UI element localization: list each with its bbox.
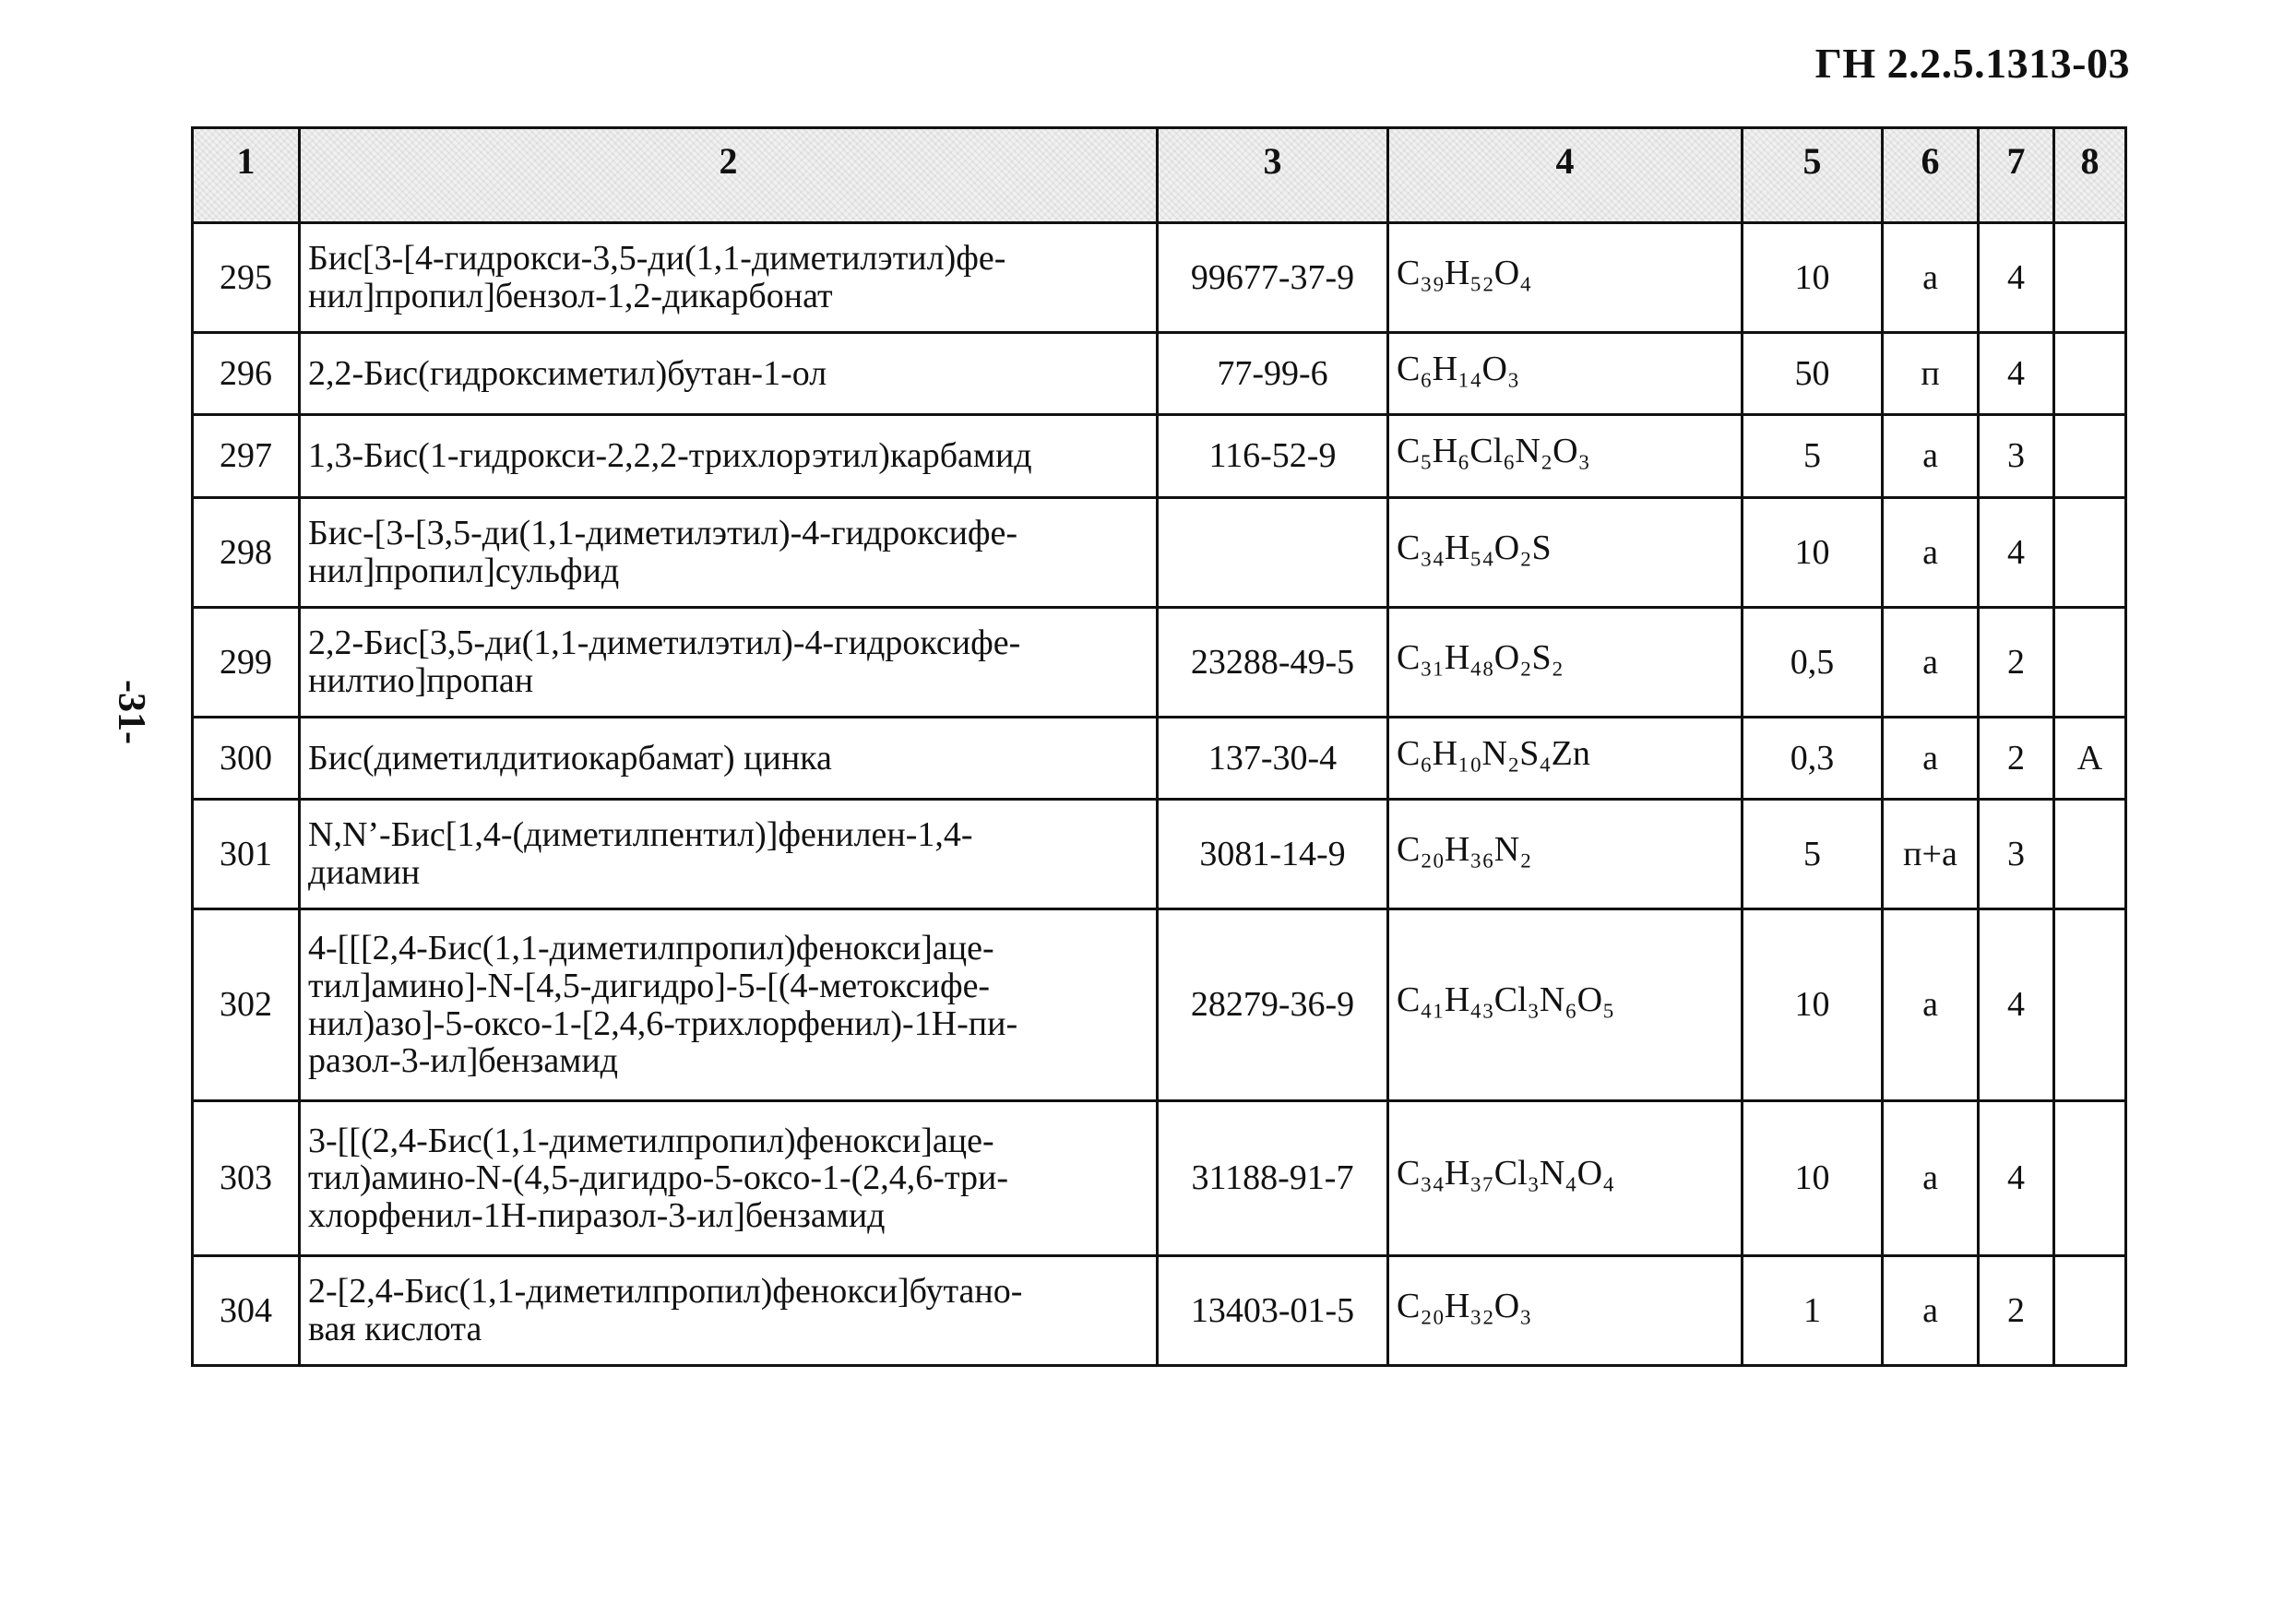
- aggregate-state-cell: а: [1883, 498, 1979, 608]
- formula-text: C₃₄H₃₇Cl₃N₄O₄: [1397, 1154, 1615, 1193]
- hazard-class-cell: 2: [1979, 608, 2054, 718]
- substance-name-cell: [300, 223, 1158, 333]
- note-cell: [2054, 415, 2126, 498]
- note-cell: [2054, 909, 2126, 1101]
- formula-cell: [1388, 1256, 1743, 1366]
- formula-text: C₃₄H₅₄O₂S: [1397, 528, 1552, 567]
- substance-name-line: 2-[2,4-Бис(1,1-диметилпропил)фенокси]бутано-: [308, 1272, 1023, 1312]
- page-number-text: -31-: [110, 680, 152, 744]
- formula-text: C₃₁H₄₈O₂S₂: [1397, 637, 1564, 677]
- substance-name-line: нил]пропил]бензол-1,2-дикарбонат: [308, 277, 833, 315]
- table-row: [193, 608, 2126, 718]
- row-number-cell: 296: [193, 333, 300, 415]
- cas-number-cell: 137-30-4: [1158, 718, 1388, 800]
- row-number-cell: 303: [193, 1101, 300, 1256]
- row-number-cell: 304: [193, 1256, 300, 1366]
- header-cell-8: 8: [2054, 128, 2126, 223]
- aggregate-state-cell: а: [1883, 608, 1979, 718]
- table-row: [193, 909, 2126, 1101]
- note-cell: [2054, 223, 2126, 333]
- formula-cell: [1388, 1101, 1743, 1256]
- limit-value-cell: 10: [1743, 498, 1883, 608]
- hazard-class-cell: 4: [1979, 909, 2054, 1101]
- document-code: ГН 2.2.5.1313-03: [1814, 40, 2130, 87]
- substance-name-line: 1,3-Бис(1-гидрокси-2,2,2-трихлорэтил)карбамид: [308, 436, 1032, 476]
- table-row: [193, 718, 2126, 800]
- aggregate-state-cell: а: [1883, 415, 1979, 498]
- hazard-class-cell: 3: [1979, 415, 2054, 498]
- formula-cell: [1388, 800, 1743, 909]
- hazard-class-cell: 4: [1979, 223, 2054, 333]
- table-body: [193, 223, 2126, 1366]
- substance-name-line: N,N’-Бис[1,4-(диметилпентил)]фенилен-1,4-: [308, 815, 973, 855]
- note-cell: [2054, 498, 2126, 608]
- substance-name-cell: [300, 1256, 1158, 1366]
- header-cell-1: 1: [193, 128, 300, 223]
- table-row: [193, 333, 2126, 415]
- substance-name-line: Бис(диметилдитиокарбамат) цинка: [308, 738, 832, 778]
- substance-name-line: нилтио]пропан: [308, 661, 534, 700]
- note-cell: [2054, 1101, 2126, 1256]
- aggregate-state-cell: а: [1883, 1256, 1979, 1366]
- substance-name-line: тил]амино]-N-[4,5-дигидро]-5-[(4-метоксифе-: [308, 966, 991, 1005]
- formula-text: C₄₁H₄₃Cl₃N₆O₅: [1397, 980, 1615, 1020]
- hazard-class-cell: 4: [1979, 333, 2054, 415]
- formula-text: C₆H₁₀N₂S₄Zn: [1397, 733, 1590, 773]
- substance-name-line: Бис[3-[4-гидрокси-3,5-ди(1,1-диметилэтил)фе-: [308, 239, 1006, 279]
- limit-value-cell: 10: [1743, 223, 1883, 333]
- substance-name-line: тил)амино-N-(4,5-дигидро-5-оксо-1-(2,4,6-три-: [308, 1158, 1008, 1198]
- header-cell-7: 7: [1979, 128, 2054, 223]
- cas-number-cell: [1158, 498, 1388, 608]
- substance-name-line: диамин: [308, 853, 421, 892]
- cas-number-cell: 116-52-9: [1158, 415, 1388, 498]
- substance-name-cell: [300, 1101, 1158, 1256]
- cas-number-cell: 77-99-6: [1158, 333, 1388, 415]
- row-number-cell: 302: [193, 909, 300, 1101]
- aggregate-state-cell: а: [1883, 909, 1979, 1101]
- substance-name-cell: [300, 608, 1158, 718]
- limit-value-cell: 0,5: [1743, 608, 1883, 718]
- cas-number-cell: 31188-91-7: [1158, 1101, 1388, 1256]
- substance-name-line: 4-[[[2,4-Бис(1,1-диметилпропил)фенокси]аце-: [308, 929, 994, 968]
- substance-name-cell: [300, 415, 1158, 498]
- table-row: [193, 498, 2126, 608]
- substance-name-cell: [300, 333, 1158, 415]
- cas-number-cell: 99677-37-9: [1158, 223, 1388, 333]
- formula-text: C₆H₁₄O₃: [1397, 349, 1520, 388]
- table-row: [193, 223, 2126, 333]
- note-cell: А: [2054, 718, 2126, 800]
- formula-text: C₂₀H₃₆N₂: [1397, 829, 1532, 869]
- hazard-class-cell: 4: [1979, 1101, 2054, 1256]
- limit-value-cell: 5: [1743, 800, 1883, 909]
- formula-text: C₅H₆Cl₆N₂O₃: [1397, 432, 1590, 471]
- formula-text: C₃₉H₅₂O₄: [1397, 253, 1532, 292]
- hazard-class-cell: 4: [1979, 498, 2054, 608]
- substance-name-line: вая кислота: [308, 1310, 482, 1348]
- formula-cell: [1388, 909, 1743, 1101]
- header-cell-2: 2: [300, 128, 1158, 223]
- cas-number-cell: 13403-01-5: [1158, 1256, 1388, 1366]
- aggregate-state-cell: п+а: [1883, 800, 1979, 909]
- substance-name-cell: [300, 909, 1158, 1101]
- cas-number-cell: 3081-14-9: [1158, 800, 1388, 909]
- header-cell-5: 5: [1743, 128, 1883, 223]
- substance-name-line: нил]пропил]сульфид: [308, 552, 620, 590]
- formula-cell: [1388, 608, 1743, 718]
- formula-cell: [1388, 223, 1743, 333]
- hazard-class-cell: 2: [1979, 1256, 2054, 1366]
- limit-value-cell: 5: [1743, 415, 1883, 498]
- aggregate-state-cell: а: [1883, 718, 1979, 800]
- header-cell-6: 6: [1883, 128, 1979, 223]
- substance-name-line: 3-[[(2,4-Бис(1,1-диметилпропил)фенокси]аце-: [308, 1121, 994, 1160]
- limit-value-cell: 10: [1743, 1101, 1883, 1256]
- substance-name-line: хлорфенил-1Н-пиразол-3-ил]бензамид: [308, 1195, 886, 1235]
- row-number-cell: 297: [193, 415, 300, 498]
- substances-table: [191, 126, 2127, 1367]
- formula-cell: [1388, 333, 1743, 415]
- row-number-cell: 298: [193, 498, 300, 608]
- table-row: [193, 415, 2126, 498]
- note-cell: [2054, 800, 2126, 909]
- row-number-cell: 300: [193, 718, 300, 800]
- formula-cell: [1388, 415, 1743, 498]
- limit-value-cell: 1: [1743, 1256, 1883, 1366]
- table-row: [193, 1101, 2126, 1256]
- substance-name-cell: [300, 498, 1158, 608]
- substance-name-cell: [300, 800, 1158, 909]
- table-row: [193, 800, 2126, 909]
- cas-number-cell: 28279-36-9: [1158, 909, 1388, 1101]
- substance-name-line: разол-3-ил]бензамид: [308, 1041, 619, 1081]
- limit-value-cell: 0,3: [1743, 718, 1883, 800]
- limit-value-cell: 10: [1743, 909, 1883, 1101]
- substance-name-line: нил)азо]-5-оксо-1-[2,4,6-трихлорфенил)-1Н-пи-: [308, 1003, 1018, 1043]
- hazard-class-cell: 2: [1979, 718, 2054, 800]
- header-cell-4: 4: [1388, 128, 1743, 223]
- substance-name-line: Бис-[3-[3,5-ди(1,1-диметилэтил)-4-гидроксифе-: [308, 514, 1018, 553]
- formula-text: C₂₀H₃₂O₃: [1397, 1286, 1532, 1325]
- row-number-cell: 301: [193, 800, 300, 909]
- formula-cell: [1388, 718, 1743, 800]
- cas-number-cell: 23288-49-5: [1158, 608, 1388, 718]
- aggregate-state-cell: а: [1883, 223, 1979, 333]
- table-row: [193, 1256, 2126, 1366]
- note-cell: [2054, 1256, 2126, 1366]
- note-cell: [2054, 333, 2126, 415]
- row-number-cell: 295: [193, 223, 300, 333]
- note-cell: [2054, 608, 2126, 718]
- aggregate-state-cell: п: [1883, 333, 1979, 415]
- substance-name-line: 2,2-Бис(гидроксиметил)бутан-1-ол: [308, 353, 827, 393]
- row-number-cell: 299: [193, 608, 300, 718]
- substance-name-cell: [300, 718, 1158, 800]
- formula-cell: [1388, 498, 1743, 608]
- substance-name-line: 2,2-Бис[3,5-ди(1,1-диметилэтил)-4-гидроксифе-: [308, 623, 1021, 663]
- aggregate-state-cell: а: [1883, 1101, 1979, 1256]
- table-header-row: [193, 128, 2126, 223]
- header-cell-3: 3: [1158, 128, 1388, 223]
- limit-value-cell: 50: [1743, 333, 1883, 415]
- hazard-class-cell: 3: [1979, 800, 2054, 909]
